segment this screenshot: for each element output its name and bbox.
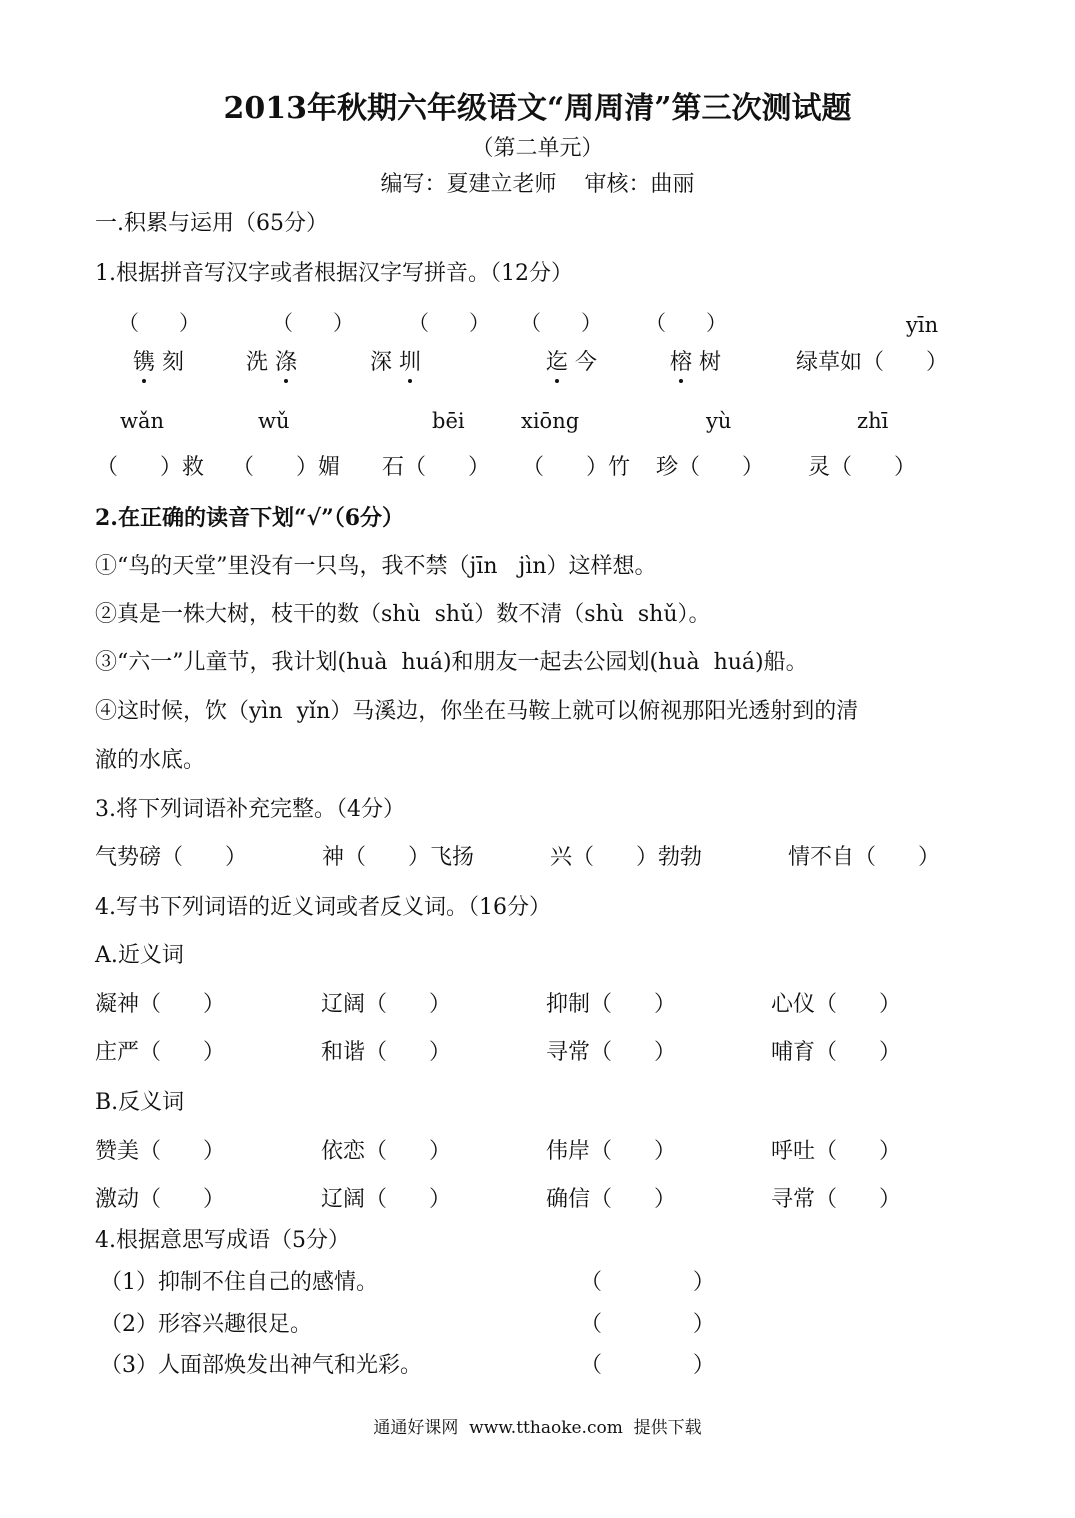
- footer-credit: 通通好课网 www.tthaoke.com 提供下载: [373, 1418, 702, 1438]
- question-3-heading: 3.将下列词语补充完整。（4分）: [95, 797, 405, 822]
- pinyin-label: yù: [706, 409, 732, 433]
- antonym-item: 激动（ ）: [95, 1187, 225, 1212]
- pinyin-label: yīn: [906, 313, 939, 337]
- fill-item: 气势磅（ ）: [95, 845, 247, 870]
- antonym-item: 赞美（ ）: [95, 1139, 225, 1164]
- answer-bracket: （ ）: [118, 311, 201, 335]
- question-4-heading: 4.写书下列词语的近义词或者反义词。（16分）: [95, 895, 551, 920]
- antonym-label: B.反义词: [95, 1090, 185, 1115]
- dotted-word: 深 圳: [370, 350, 422, 375]
- page-title: 2013年秋期六年级语文“周周清”第三次测试题: [223, 91, 852, 126]
- antonym-item: 确信（ ）: [546, 1187, 676, 1212]
- antonym-item: 伟岸（ ）: [546, 1139, 676, 1164]
- idiom-blank: （ ）: [580, 1270, 715, 1295]
- dotted-word: 迄 今: [546, 350, 598, 375]
- idiom-blank: （ ）: [580, 1353, 715, 1378]
- idiom-prompt: （1）抑制不住自己的感情。: [100, 1270, 378, 1295]
- section-heading: 一.积累与运用（65分）: [95, 211, 328, 236]
- antonym-item: 依恋（ ）: [321, 1139, 451, 1164]
- fill-item: （ ）救: [96, 455, 204, 480]
- answer-bracket: （ ）: [520, 311, 603, 335]
- question-line: ②真是一株大树，枝干的数（shù shǔ）数不清（shù shǔ）。: [95, 602, 711, 627]
- antonym-item: 呼吐（ ）: [771, 1139, 901, 1164]
- question-line: ①“鸟的天堂”里没有一只鸟，我不禁（jīn jìn）这样想。: [95, 554, 657, 579]
- fill-item: （ ）媚: [232, 455, 340, 480]
- synonym-label: A.近义词: [95, 943, 184, 968]
- dotted-word: 镌 刻: [133, 350, 185, 375]
- synonym-item: 和谐（ ）: [321, 1040, 451, 1065]
- question-line: ③“六一”儿童节，我计划(huà huá)和朋友一起去公园划(huà huá)船。: [95, 650, 808, 675]
- answer-bracket: （ ）: [645, 311, 728, 335]
- unit-subtitle: （第二单元）: [471, 136, 604, 161]
- question-5-heading: 4.根据意思写成语（5分）: [95, 1228, 350, 1253]
- fill-item: （ ）竹: [522, 455, 630, 480]
- idiom-prompt: （2）形容兴趣很足。: [100, 1312, 312, 1337]
- synonym-item: 心仪（ ）: [771, 992, 901, 1017]
- fill-item: 珍（ ）: [656, 455, 764, 480]
- dotted-word: 洗 涤: [246, 350, 298, 375]
- synonym-item: 寻常（ ）: [546, 1040, 676, 1065]
- fill-item: 神（ ）飞扬: [322, 845, 474, 870]
- fill-item: 石（ ）: [382, 455, 490, 480]
- question-1-heading: 1.根据拼音写汉字或者根据汉字写拼音。（12分）: [95, 261, 573, 286]
- authors-line: 编写：夏建立老师 审核：曲丽: [380, 172, 695, 197]
- antonym-item: 寻常（ ）: [771, 1187, 901, 1212]
- answer-bracket: （ ）: [272, 311, 355, 335]
- pinyin-label: wǔ: [258, 409, 290, 433]
- synonym-item: 凝神（ ）: [95, 992, 225, 1017]
- fill-item: 灵（ ）: [808, 455, 916, 480]
- fill-item: 情不自（ ）: [788, 845, 940, 870]
- synonym-item: 辽阔（ ）: [321, 992, 451, 1017]
- pinyin-label: xiōng: [521, 409, 580, 433]
- synonym-item: 庄严（ ）: [95, 1040, 225, 1065]
- answer-bracket: （ ）: [408, 311, 491, 335]
- pinyin-label: zhī: [857, 409, 889, 433]
- dotted-word: 榕 树: [670, 350, 722, 375]
- question-line: 澈的水底。: [95, 748, 206, 773]
- synonym-item: 哺育（ ）: [771, 1040, 901, 1065]
- fill-item: 兴（ ）勃勃: [550, 845, 702, 870]
- question-line: ④这时候，饮（yìn yǐn）马溪边，你坐在马鞍上就可以俯视那阳光透射到的清: [95, 699, 859, 724]
- pinyin-label: wǎn: [120, 409, 165, 433]
- fill-word: 绿草如（ ）: [796, 350, 948, 375]
- pinyin-label: bēi: [432, 409, 465, 433]
- antonym-item: 辽阔（ ）: [321, 1187, 451, 1212]
- question-2-heading: 2.在正确的读音下划“√”（6分）: [95, 505, 405, 531]
- idiom-blank: （ ）: [580, 1312, 715, 1337]
- idiom-prompt: （3）人面部焕发出神气和光彩。: [100, 1353, 422, 1378]
- synonym-item: 抑制（ ）: [546, 992, 676, 1017]
